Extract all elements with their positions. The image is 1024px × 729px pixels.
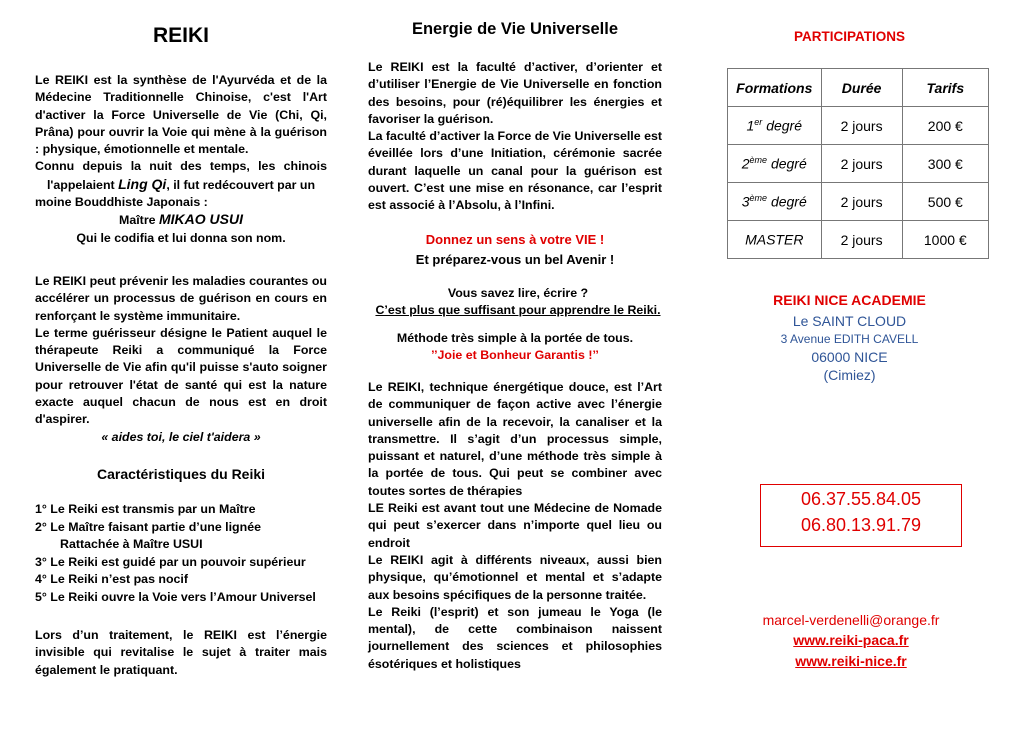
prevenir-paragraph: Le REIKI peut prévenir les maladies courantes ou accélérer un processus de guérison en cours en renforçant le système immunitaire. <box>35 274 327 323</box>
table-header-row <box>728 69 989 107</box>
energie-p2: La faculté d’activer la Force de Vie Universelle est éveillée lors d’une Initiation, cérémonie sacrée durant laquelle un canal pour la guérison est ouvert. C’est une mise en résonance, car l’esprit est associé à l’Absolu, à l’Infini. <box>368 129 662 213</box>
energie-p1: Le REIKI est la faculté d’activer, d’orienter et d’utiliser l’Energie de Vie Universelle en fonction des besoins, pour (ré)équilibrer les énergies et favoriser la guérison. <box>368 60 662 126</box>
header-duree: Durée <box>821 69 902 107</box>
codifia-line: Qui le codifia et lui donna son nom. <box>76 230 286 245</box>
phone-1[interactable]: 06.37.55.84.05 <box>800 489 922 509</box>
maitre-line <box>35 211 327 229</box>
header-tarifs: Tarifs <box>902 69 988 107</box>
slogan-vie: Donnez un sens à votre VIE ! <box>425 232 605 247</box>
tarif-cell: 300 € <box>902 145 988 183</box>
phone-2[interactable]: 06.80.13.91.79 <box>800 515 922 535</box>
formation-cell: 3ème degré <box>728 183 822 221</box>
link-reiki-paca[interactable]: www.reiki-paca.fr <box>793 632 909 648</box>
table-row <box>728 145 989 183</box>
duree-cell: 2 jours <box>821 145 902 183</box>
maitre-prefix: Maître <box>119 213 159 228</box>
energie-p3: Le REIKI, technique énergétique douce, est l’Art de communiquer de façon active avec l’énergie universelle afin de la recevoir, la canaliser et la transmettre. Il s’agit d’un processus simple, puissant et naturel, d’une méthode très simple à la portée de tous. Qui peut se combiner avec toutes sortes de thérapies <box>368 380 662 498</box>
appel-prefix: l'appelaient <box>46 177 119 192</box>
tarif-cell: 500 € <box>902 183 988 221</box>
carac-item-2b: Rattachée à Maître USUI <box>60 537 203 551</box>
header-formations: Formations <box>728 69 822 107</box>
address-line-1: Le SAINT CLOUD <box>792 313 907 329</box>
link-reiki-nice[interactable]: www.reiki-nice.fr <box>795 653 907 669</box>
address-line-3: 06000 NICE <box>811 349 888 365</box>
academy-name: REIKI NICE ACADEMIE <box>773 292 926 308</box>
ling-qi-name: Ling Qi <box>118 175 167 192</box>
carac-item-1: 1° Le Reiki est transmis par un Maître <box>35 502 256 516</box>
tarif-cell: 1000 € <box>902 221 988 259</box>
reiki-intro <box>35 72 327 247</box>
duree-cell: 2 jours <box>821 107 902 145</box>
energie-p5: Le REIKI agit à différents niveaux, aussi bien physique, qu’émotionnel et mental et s’adapte aux besoins spécifiques de la personne traitée. <box>368 552 662 602</box>
email-link[interactable]: marcel-verdenelli@orange.fr <box>762 612 940 628</box>
carac-item-4: 4° Le Reiki n’est pas nocif <box>35 572 189 586</box>
carac-item-2: 2° Le Maître faisant partie d’une lignée <box>35 519 261 534</box>
address-line-2: 3 Avenue EDITH CAVELL <box>780 332 919 346</box>
formation-cell: MASTER <box>728 221 822 259</box>
suffisant-text: C’est plus que suffisant pour apprendre le Reiki. <box>375 303 661 318</box>
carac-list <box>35 501 335 606</box>
maitre-name: MIKAO USUI <box>158 211 243 228</box>
duree-cell: 2 jours <box>821 221 902 259</box>
carac-item-3: 3° Le Reiki est guidé par un pouvoir supérieur <box>35 554 306 569</box>
joie-text: ’’Joie et Bonheur Garantis !’’ <box>431 348 599 363</box>
terme-paragraph: Le terme guérisseur désigne le Patient auquel le thérapeute Reiki a communiqué la Force Universelle de Vie afin qu'il puisse s'auto soigner pour retrouver l'état de santé qui est la nature exacte auquel chacun de nous est en droit d'aspirer. <box>35 325 327 427</box>
energie-p6: Le Reiki (l’esprit) et son jumeau le Yoga (le mental), de cette combinaison naissent journellement des sciences et philosophies ésotériques et holistiques <box>368 604 662 671</box>
formation-cell: 1er degré <box>728 107 822 145</box>
carac-item-5: 5° Le Reiki ouvre la Voie vers l’Amour Universel <box>35 589 316 604</box>
lire-question: Vous savez lire, écrire ? <box>447 286 589 300</box>
quote-text: « aides toi, le ciel t'aidera » <box>101 429 261 444</box>
intro-paragraph: Le REIKI est la synthèse de l'Ayurvéda et de la Médecine Traditionnelle Chinoise, c'est l'Art d'activer la Force Universelle de Vie (Chi, Qi, Prâna) pour ouvrir la Voie qui mène à la guérison : physique, émotionnelle et mentale. <box>35 73 327 157</box>
table-row <box>728 221 989 259</box>
methode-text: Méthode très simple à la portée de tous. <box>396 331 634 345</box>
academy-address <box>727 312 972 384</box>
carac-title: Caractéristiques du Reiki <box>96 466 266 482</box>
table-row <box>728 183 989 221</box>
lire-block <box>368 285 668 320</box>
table-row <box>728 107 989 145</box>
methode-block <box>368 330 662 365</box>
tarif-cell: 200 € <box>902 107 988 145</box>
energie-title: Energie de Vie Universelle <box>411 20 619 38</box>
participations-title: PARTICIPATIONS <box>794 29 905 44</box>
tarifs-table <box>727 68 989 259</box>
intro-connu: Connu depuis la nuit des temps, les chinois <box>35 159 327 174</box>
address-line-4: (Cimiez) <box>823 367 876 383</box>
intro-ling-qi <box>35 176 327 194</box>
energie-block-2 <box>368 379 662 673</box>
formation-cell: 2ème degré <box>728 145 822 183</box>
energie-p4: LE Reiki est avant tout une Médecine de Nomade qui peut s’exercer dans n’importe quel lieu ou endroit <box>368 501 662 550</box>
contact-links <box>727 610 975 672</box>
phone-box <box>760 484 962 547</box>
appel-suffix: , il fut redécouvert par un <box>166 177 316 192</box>
duree-cell: 2 jours <box>821 183 902 221</box>
slogan-avenir: Et préparez-vous un bel Avenir ! <box>415 252 615 267</box>
traitement-paragraph: Lors d’un traitement, le REIKI est l’énergie invisible qui revitalise le sujet à traiter mais également le pratiquant. <box>35 628 327 677</box>
reiki-title: REIKI <box>153 24 210 47</box>
prevenir-block <box>35 273 327 446</box>
energie-block-1 <box>368 59 662 215</box>
intro-moine: moine Bouddhiste Japonais : <box>35 195 208 210</box>
